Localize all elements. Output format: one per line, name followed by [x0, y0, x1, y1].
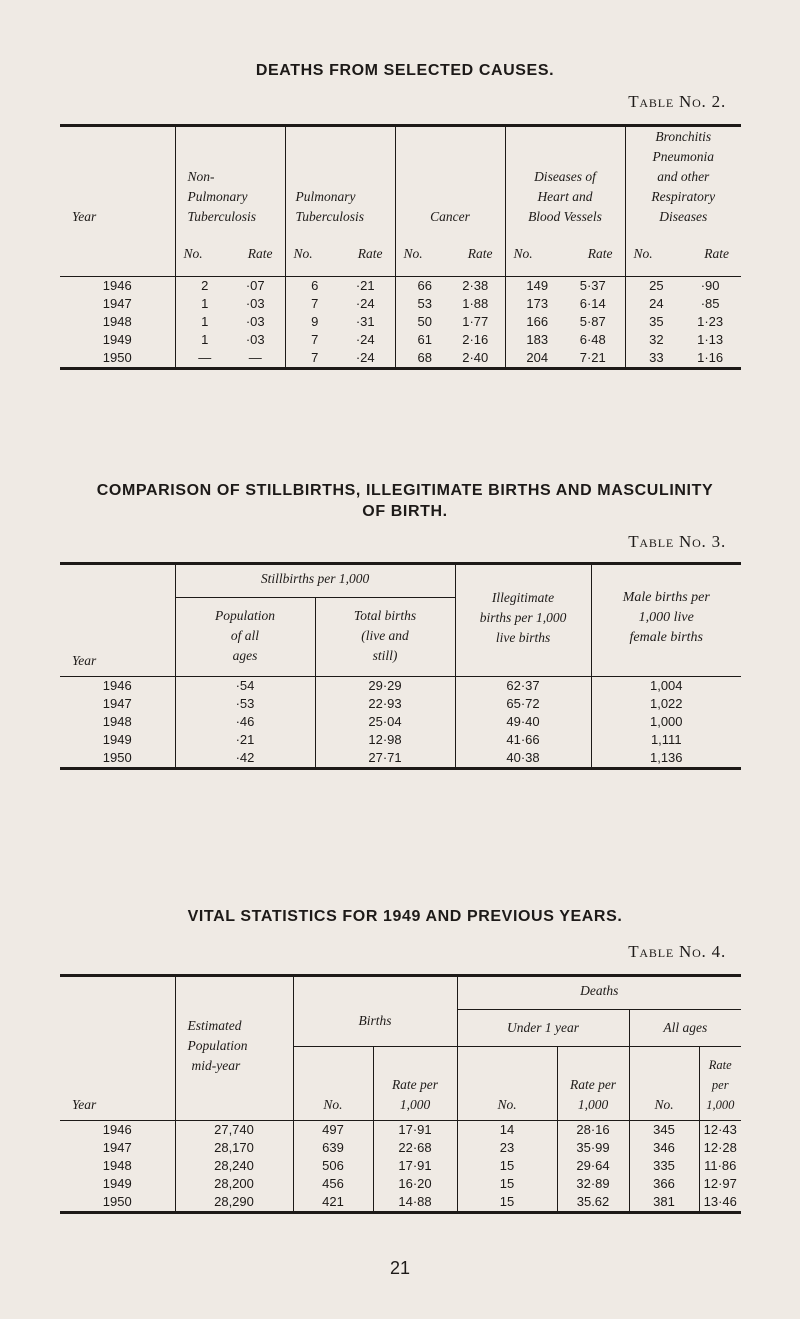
vital-col-under1: Under 1 year	[457, 1010, 629, 1047]
deaths-row: 1947 1 ·03 7 ·24 53 1·88 173 6·14 24 ·85	[60, 295, 741, 313]
births-col-year: Year	[60, 564, 175, 677]
deaths-row: 1950 — — 7 ·24 68 2·40 204 7·21 33 1·16	[60, 349, 741, 369]
deaths-subheader-row: No. Rate No. Rate No. Rate No. Rate No. Rate	[60, 232, 741, 277]
vital-header-row	[60, 976, 741, 1010]
births-col-male: Male births per 1,000 live female births	[591, 564, 741, 677]
deaths-col-cancer: Cancer	[395, 126, 505, 233]
deaths-row: 1948 1 ·03 9 ·31 50 1·77 166 5·87 35 1·23	[60, 313, 741, 331]
births-row: 1946 ·54 29·29 62·37 1,004	[60, 677, 741, 696]
births-col-illegitimate: Illegitimate births per 1,000 live births	[455, 564, 591, 677]
table4-title: VITAL STATISTICS FOR 1949 AND PREVIOUS YEARS.	[187, 908, 623, 925]
vital-row: 1946 27,740 497 17·91 14 28·16 345 12·43	[60, 1121, 741, 1140]
deaths-table	[60, 124, 741, 370]
deaths-col-heart: Diseases of Heart and Blood Vessels	[505, 126, 625, 233]
births-col-population: Population of all ages	[175, 598, 315, 677]
vital-col-allages: All ages	[629, 1010, 741, 1047]
births-row: 1947 ·53 22·93 65·72 1,022	[60, 695, 741, 713]
births-col-total: Total births (live and still)	[315, 598, 455, 677]
births-col-stillbirths: Stillbirths per 1,000	[175, 564, 455, 598]
deaths-col-nonpulmonary: Non- Pulmonary Tuberculosis	[175, 126, 285, 233]
deaths-row: 1946 2 ·07 6 ·21 66 2·38 149 5·37 25 ·90	[60, 277, 741, 296]
births-comparison-table	[60, 562, 741, 770]
deaths-col-year: Year	[72, 209, 97, 224]
table3-number: Table No. 3.	[628, 532, 726, 551]
births-row: 1948 ·46 25·04 49·40 1,000	[60, 713, 741, 731]
vital-row: 1950 28,290 421 14·88 15 35.62 381 13·46	[60, 1193, 741, 1213]
vital-col-deaths: Deaths	[457, 976, 741, 1010]
page-number: 21	[389, 1258, 411, 1278]
births-header-row	[60, 564, 741, 598]
vital-col-population: Estimated Population mid-year	[175, 976, 293, 1121]
table2-number: Table No. 2.	[628, 92, 726, 111]
vital-row: 1947 28,170 639 22·68 23 35·99 346 12·28	[60, 1139, 741, 1157]
vital-col-year: Year	[60, 976, 175, 1121]
deaths-header-row	[60, 126, 741, 233]
table2-title: DEATHS FROM SELECTED CAUSES.	[255, 62, 555, 79]
vital-statistics-table	[60, 974, 741, 1214]
table4-number: Table No. 4.	[628, 942, 726, 961]
deaths-col-respiratory: Bronchitis Pneumonia and other Respiratory Diseases	[625, 126, 741, 233]
births-row: 1950 ·42 27·71 40·38 1,136	[60, 749, 741, 769]
vital-row: 1948 28,240 506 17·91 15 29·64 335 11·86	[60, 1157, 741, 1175]
vital-col-births: Births	[293, 976, 457, 1047]
deaths-row: 1949 1 ·03 7 ·24 61 2·16 183 6·48 32 1·13	[60, 331, 741, 349]
births-row: 1949 ·21 12·98 41·66 1,111	[60, 731, 741, 749]
table3-title: COMPARISON OF STILLBIRTHS, ILLEGITIMATE BIRTHS AND MASCULINITY OF BIRTH.	[96, 482, 714, 520]
vital-subheader-row: No. Rate per 1,000 No. Rate per 1,000 No. Rate per 1,000	[60, 1047, 741, 1121]
vital-row: 1949 28,200 456 16·20 15 32·89 366 12·97	[60, 1175, 741, 1193]
deaths-col-pulmonary: Pulmonary Tuberculosis	[285, 126, 395, 233]
